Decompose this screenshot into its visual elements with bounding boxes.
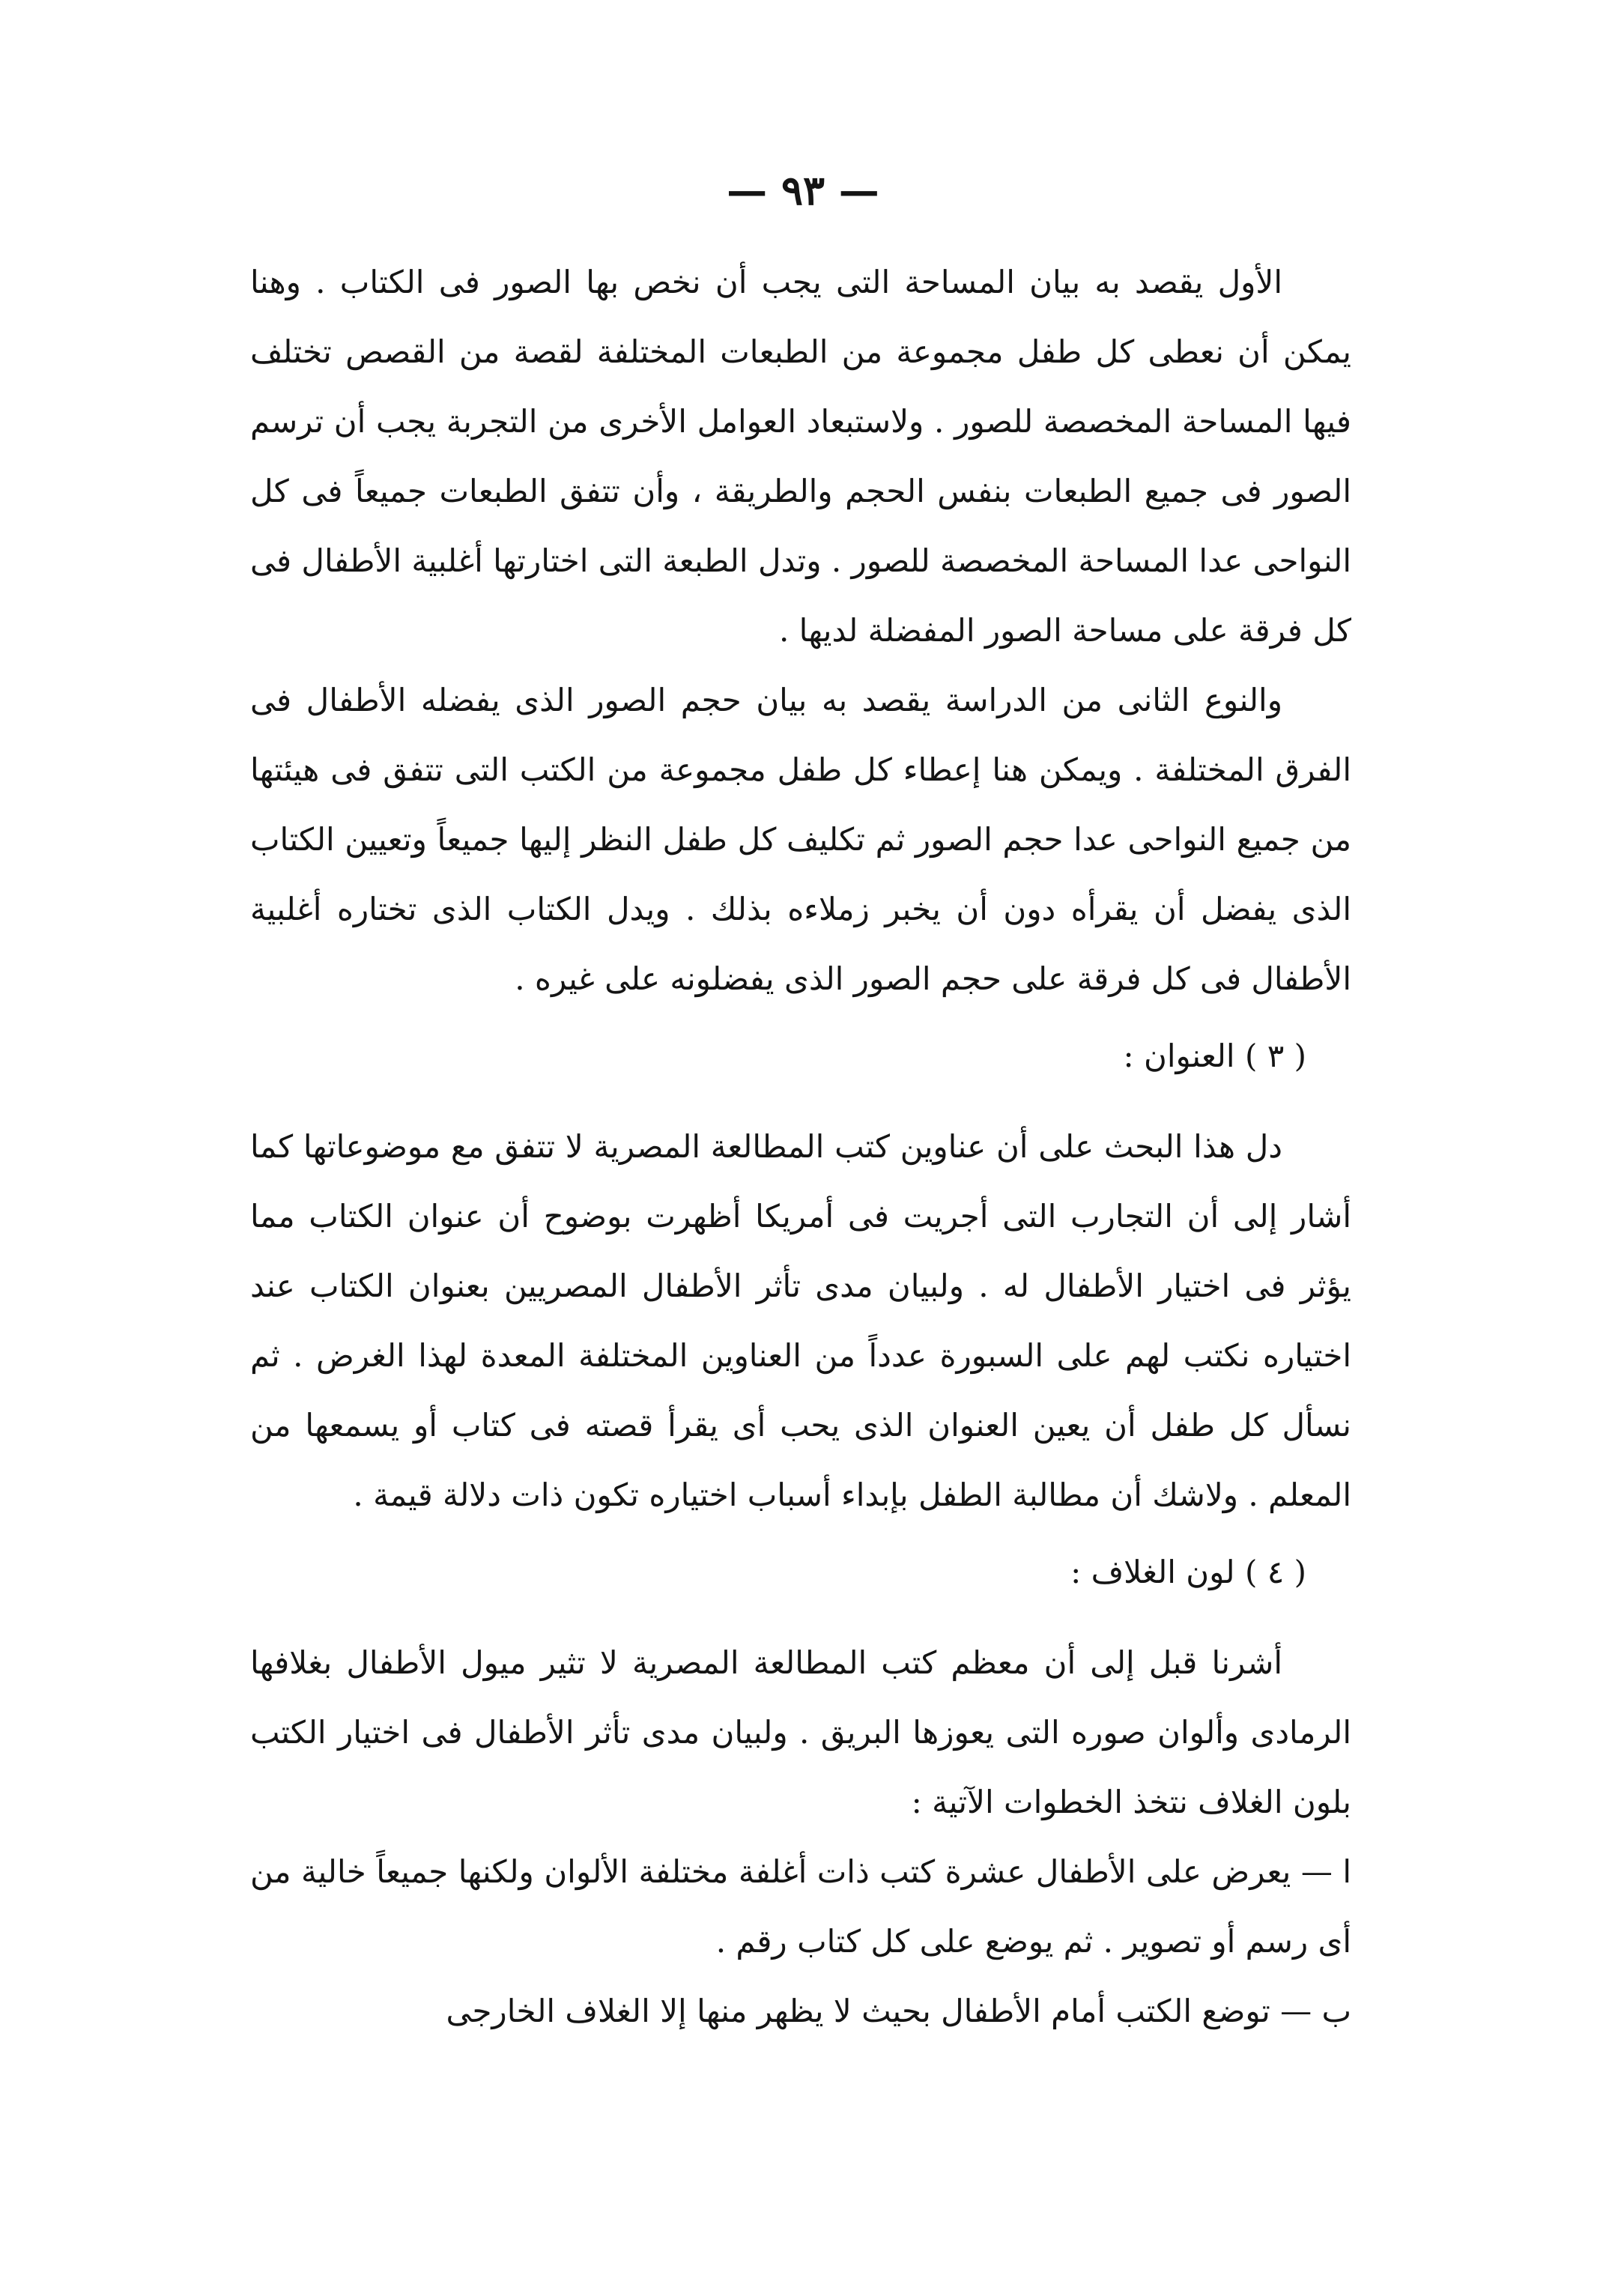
list-item-a: ا — يعرض على الأطفال عشرة كتب ذات أغلفة مختلفة الألوان ولكنها جميعاً خالية من أى رسم أو تصوير . ثم يوضع على كل كتاب رقم . bbox=[250, 1853, 1351, 1960]
section-heading-cover-color: ( ٤ ) لون الغلاف : bbox=[1070, 1554, 1306, 1590]
paragraph-picture-area: الأول يقصد به بيان المساحة التى يجب أن نخص بها الصور فى الكتاب . وهنا يمكن أن نعطى كل طفل مجموعة من الطبعات المختلفة لقصة من القصص تختلف فيها المساحة المخصصة للصور . ولاستبعاد العوامل الأخرى من التجربة يجب أن ترسم الصور فى جميع الطبعات بنفس الحجم والطريقة ، وأن تتفق الطبعات جميعاً فى كل النواحى عدا المساحة المخصصة للصور . وتدل الطبعة التى اختارتها أغلبية الأطفال فى كل فرقة على مساحة الصور المفضلة لديها . bbox=[250, 264, 1351, 649]
section-heading-title: ( ٣ ) العنوان : bbox=[1123, 1038, 1306, 1074]
page-body bbox=[250, 247, 1351, 2046]
paragraph-picture-size: والنوع الثانى من الدراسة يقصد به بيان حجم الصور الذى يفضله الأطفال فى الفرق المختلفة . ويمكن هنا إعطاء كل طفل مجموعة من الكتب التى تتفق فى هيئتها من جميع النواحى عدا حجم الصور ثم تكليف كل طفل النظر إليها جميعاً وتعيين الكتاب الذى يفضل أن يقرأه دون أن يخبر زملاءه بذلك . ويدل الكتاب الذى تختاره أغلبية الأطفال فى كل فرقة على حجم الصور الذى يفضلونه على غيره . bbox=[250, 682, 1351, 997]
paragraph-title: دل هذا البحث على أن عناوين كتب المطالعة المصرية لا تتفق مع موضوعاتها كما أشار إلى أن التجارب التى أجريت فى أمريكا أظهرت بوضوح أن عنوان الكتاب مما يؤثر فى اختيار الأطفال له . ولبيان مدى تأثر الأطفال المصريين بعنوان الكتاب عند اختياره نكتب لهم على السبورة عدداً من العناوين المختلفة المعدة لهذا الغرض . ثم نسأل كل طفل أن يعين العنوان الذى يحب أى يقرأ قصته فى كتاب أو يسمعها من المعلم . ولاشك أن مطالبة الطفل بإبداء أسباب اختياره تكون ذات دلالة قيمة . bbox=[250, 1128, 1351, 1513]
list-item-b: ب — توضع الكتب أمام الأطفال بحيث لا يظهر منها إلا الغلاف الخارجى bbox=[446, 1993, 1351, 2029]
paragraph-cover-color: أشرنا قبل إلى أن معظم كتب المطالعة المصرية لا تثير ميول الأطفال بغلافها الرمادى وألوان صوره التى يعوزها البريق . ولبيان مدى تأثر الأطفال فى اختيار الكتب بلون الغلاف نتخذ الخطوات الآتية : bbox=[250, 1644, 1351, 1820]
page-number: — ٩٣ — bbox=[727, 166, 879, 214]
